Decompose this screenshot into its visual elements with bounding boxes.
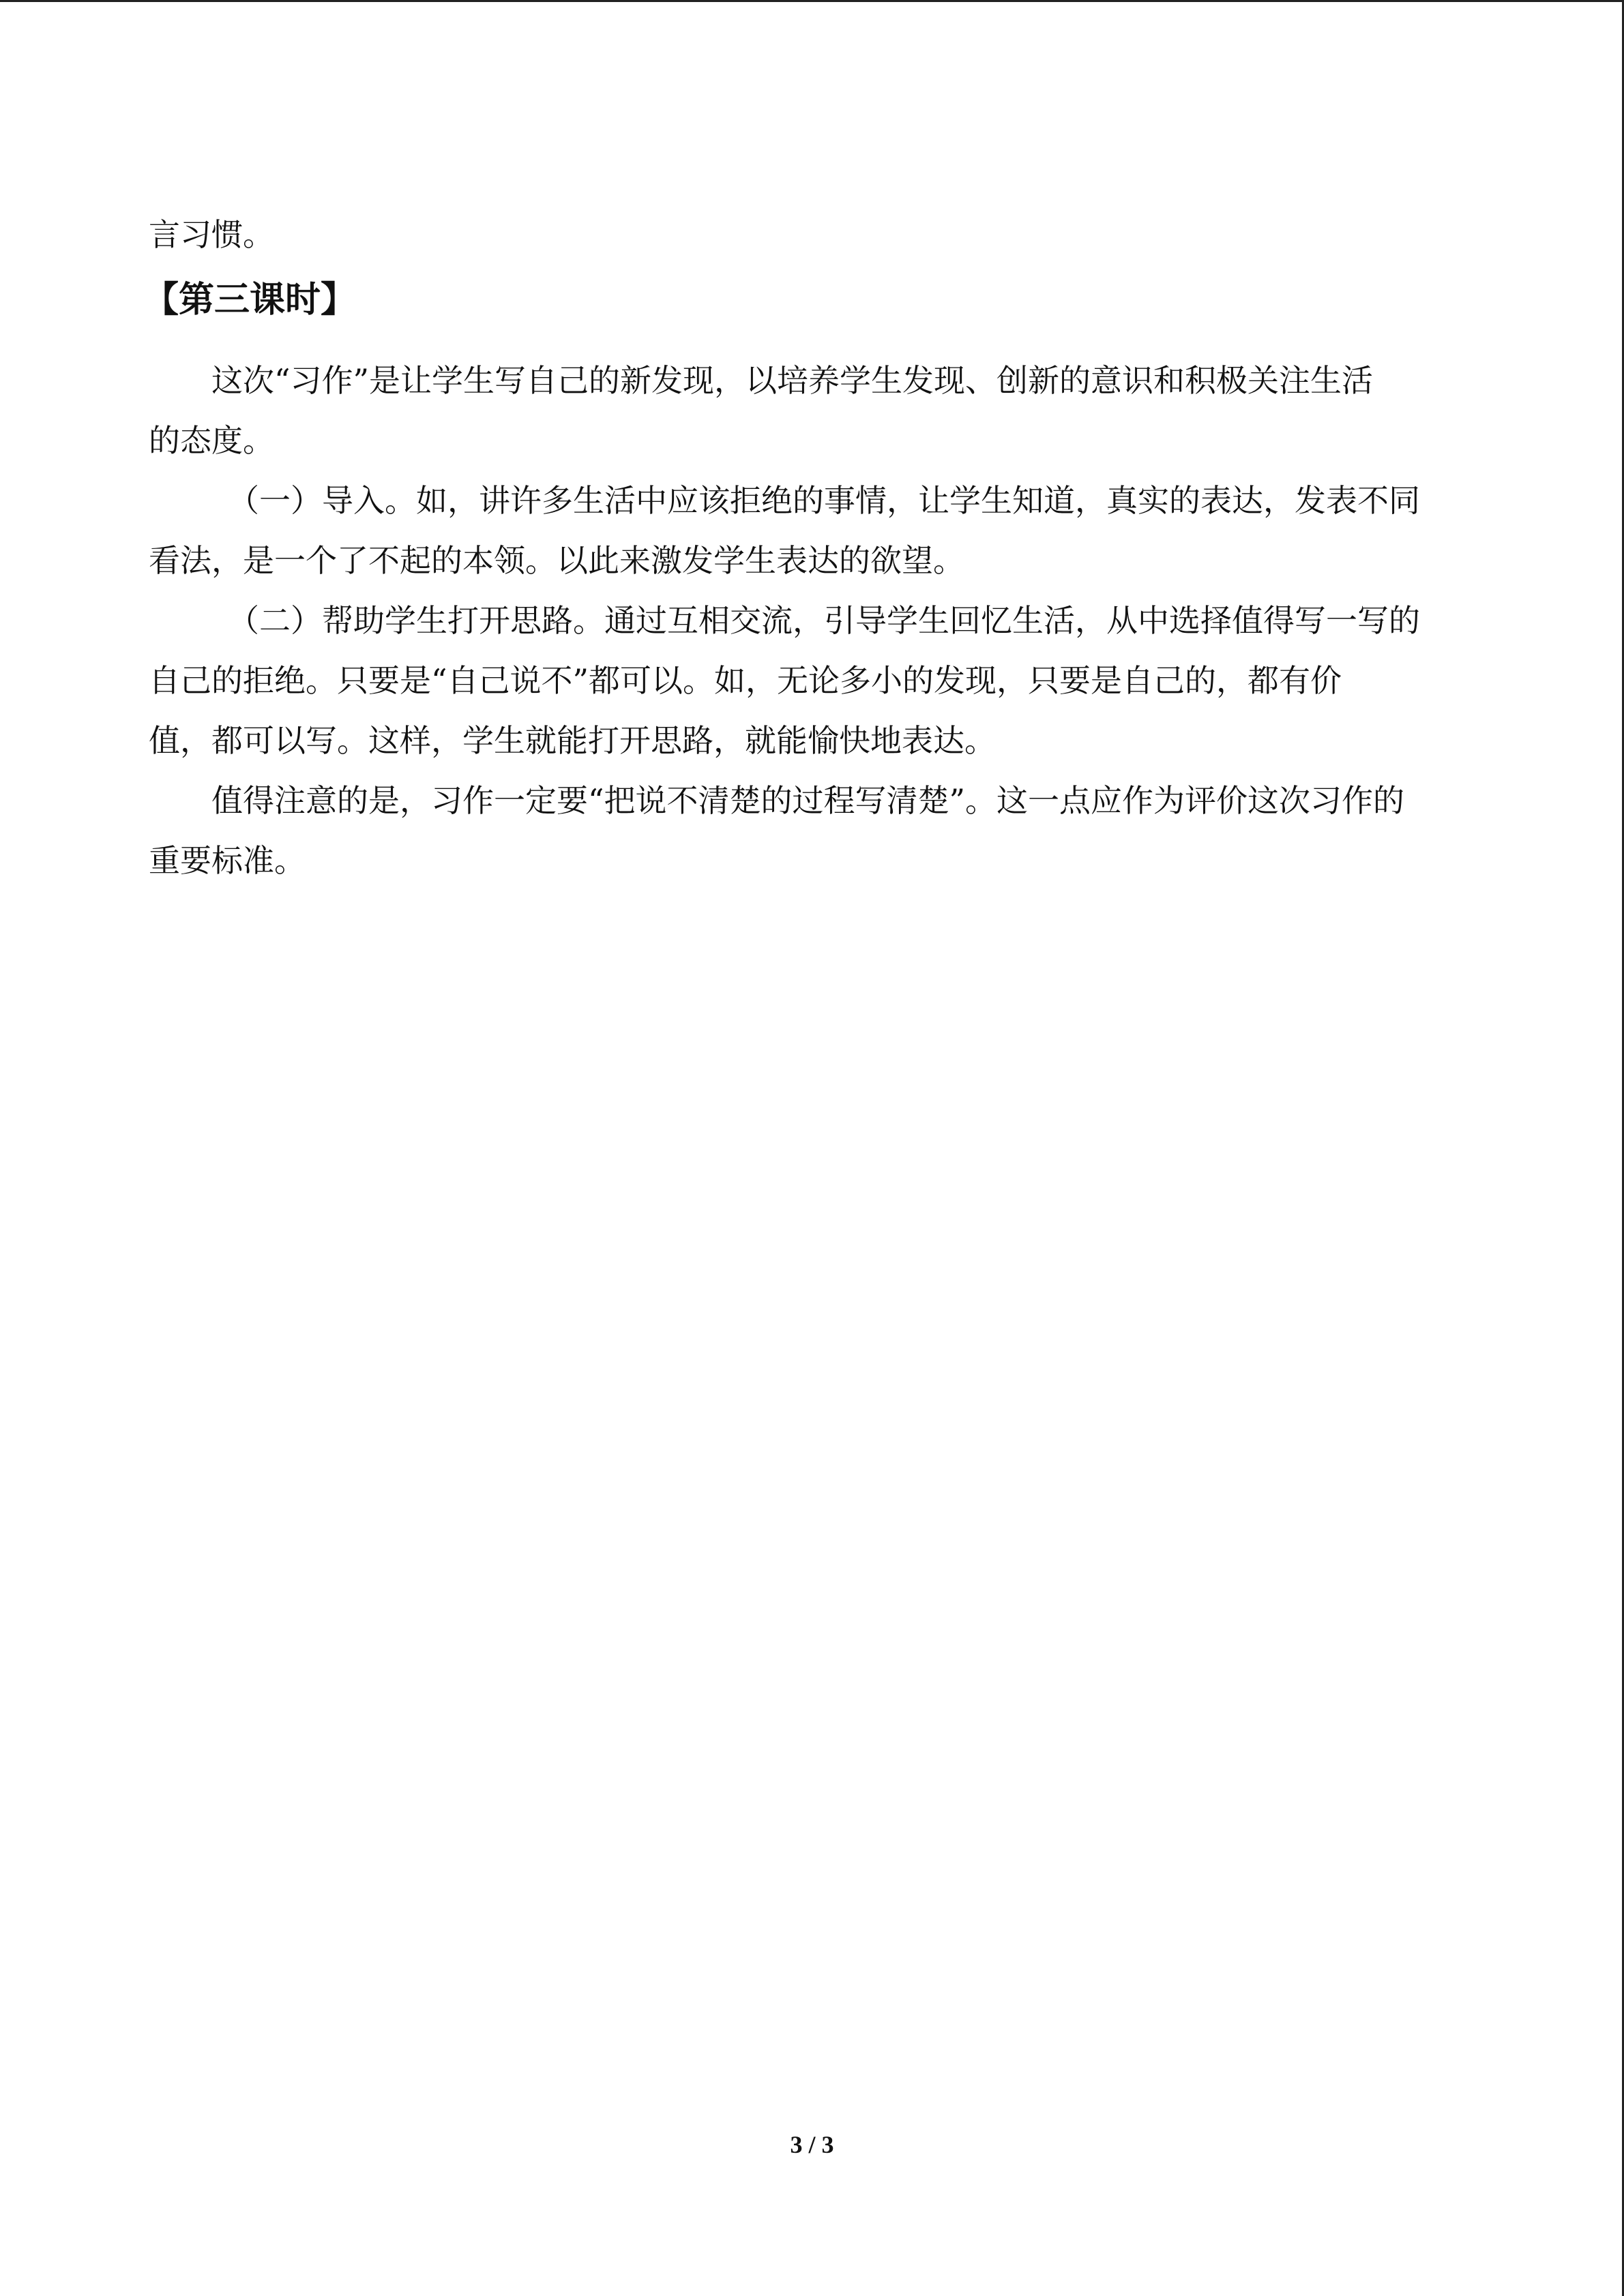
- paragraph-note-line-1: 值得注意的是，习作一定要“把说不清楚的过程写清楚”。这一点应作为评价这次习作的: [211, 782, 1405, 819]
- paragraph-step2-line-3: 值，都可以写。这样，学生就能打开思路，就能愉快地表达。: [149, 722, 996, 759]
- page-number: 3 / 3: [790, 2131, 834, 2158]
- section-heading: 【第三课时】: [143, 280, 357, 320]
- paragraph-intro-line-2: 的态度。: [149, 422, 274, 459]
- paragraph-step1-line-2: 看法，是一个了不起的本领。以此来激发学生表达的欲望。: [149, 542, 964, 579]
- document-body: [143, 205, 1479, 891]
- paragraph-step1-line-1: （一）导入。如，讲许多生活中应该拒绝的事情，让学生知道，真实的表达，发表不同: [228, 482, 1420, 519]
- paragraph-step2-line-1: （二）帮助学生打开思路。通过互相交流，引导学生回忆生活，从中选择值得写一写的: [228, 602, 1420, 639]
- paragraph-step2-line-2: 自己的拒绝。只要是“自己说不”都可以。如，无论多小的发现，只要是自己的，都有价: [149, 662, 1342, 699]
- paragraph-note-line-2: 重要标准。: [149, 842, 306, 879]
- paragraph-intro-line-1: 这次“习作”是让学生写自己的新发现，以培养学生发现、创新的意识和积极关注生活: [211, 362, 1374, 399]
- top-border-line: [0, 0, 1624, 2]
- continuation-line: 言习惯。: [149, 216, 274, 253]
